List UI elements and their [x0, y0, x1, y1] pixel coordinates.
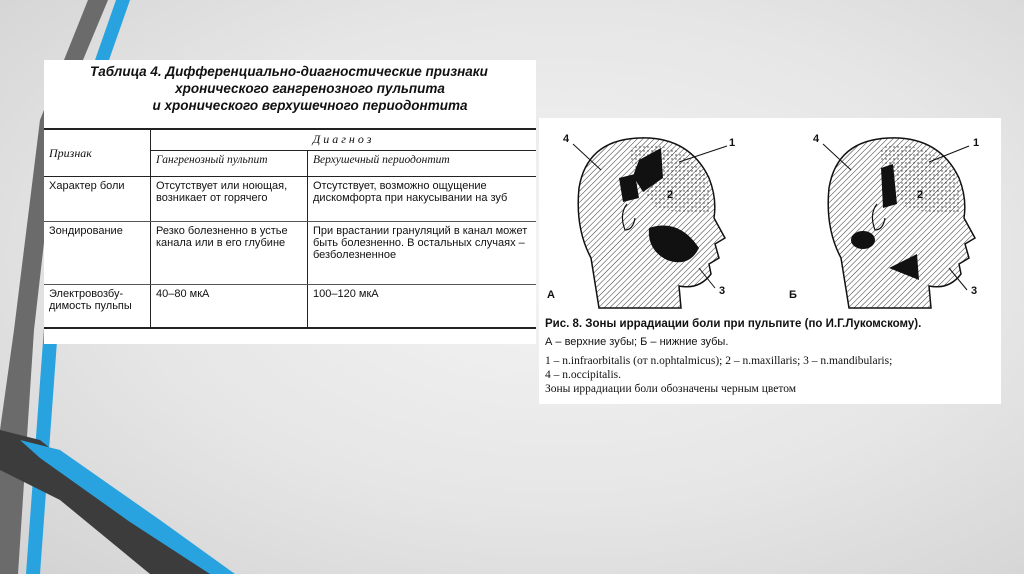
figure-panel: [539, 118, 1001, 404]
table-title: [90, 63, 530, 114]
label-3: 3: [719, 285, 726, 297]
table-row: [44, 177, 536, 222]
diagnostic-table-panel: [44, 60, 536, 344]
label-2b: 2: [917, 189, 924, 201]
head-diagram-a: [578, 138, 725, 308]
label-1: 1: [729, 137, 736, 149]
label-a: А: [547, 289, 555, 301]
label-4b: 4: [813, 133, 820, 145]
caption-line-4: 4 – n.occipitalis.: [545, 369, 622, 381]
caption-title: Рис. 8. Зоны иррадиации боли при пульпите (по И.Г.Лукомскому).: [545, 318, 922, 330]
label-2: 2: [667, 189, 674, 201]
table-row: [44, 222, 536, 285]
row-sign: Характер боли: [44, 177, 151, 222]
row-sign: Электровозбу-димость пульпы: [44, 285, 151, 329]
caption-line-5: Зоны иррадиации боли обозначены черным цветом: [545, 383, 797, 395]
label-3b: 3: [971, 285, 978, 297]
header-sign: Признак: [44, 129, 151, 177]
label-4: 4: [563, 133, 570, 145]
pain-zone-ear: [851, 231, 875, 249]
row-col1: Отсутствует или ноющая, возникает от горячего: [151, 177, 308, 222]
table-title-line-2: хронического гангренозного пульпита: [175, 81, 445, 96]
diagnostic-table: [44, 128, 536, 329]
header-apical-periodontitis: Верхушечный периодонтит: [308, 150, 537, 176]
row-sign: Зондирование: [44, 222, 151, 285]
row-col2: Отсутствует, возможно ощущение дискомфорта при накусывании на зуб: [308, 177, 537, 222]
row-col1: 40–80 мкА: [151, 285, 308, 329]
caption-line-2: А – верхние зубы; Б – нижние зубы.: [545, 336, 729, 348]
table-title-line-1: Таблица 4. Дифференциально-диагностические признаки: [90, 64, 488, 79]
header-diagnosis: Диагноз: [151, 129, 537, 150]
row-col2: При врастании грануляций в канал может быть болезненно. В остальных случаях – безболезненное: [308, 222, 537, 285]
label-b: Б: [789, 289, 797, 301]
figure-caption: [545, 318, 995, 396]
header-gangrenous-pulpitis: Гангренозный пульпит: [151, 150, 308, 176]
head-diagrams: [539, 118, 1001, 318]
table-title-line-3: и хронического верхушечного периодонтита: [152, 98, 468, 113]
row-col2: 100–120 мкА: [308, 285, 537, 329]
table-row: [44, 285, 536, 329]
head-diagram-b: [828, 138, 978, 308]
row-col1: Резко болезненно в устье канала или в его глубине: [151, 222, 308, 285]
label-1b: 1: [973, 137, 980, 149]
caption-line-3: 1 – n.infraorbitalis (от n.ophtalmicus); 2 – n.maxillaris; 3 – n.mandibularis;: [545, 355, 893, 367]
